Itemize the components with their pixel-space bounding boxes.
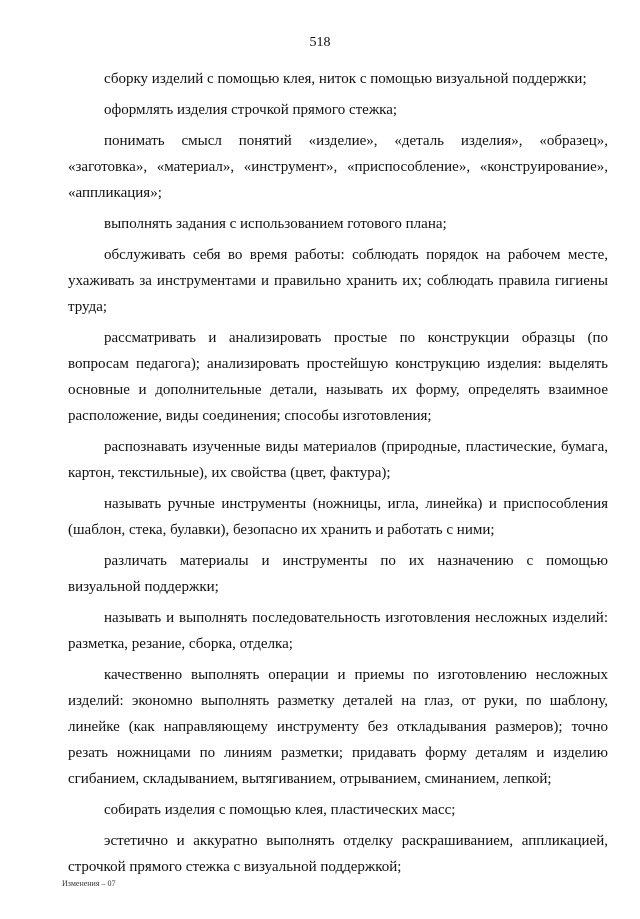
- paragraph: качественно выполнять операции и приемы по изготовлению несложных изделий: экономно выполнять разметку деталей на глаз, от руки, по шаблону, линейке (как направляющему инструменту без откладывания размеров); точно резать ножницами по линиям разметки; придавать форму деталям и изделию сгибанием, складыванием, вытягиванием, отрыванием, сминанием, лепкой;: [68, 667, 608, 787]
- paragraph: сборку изделий с помощью клея, ниток с помощью визуальной поддержки;: [104, 71, 587, 87]
- paragraph: эстетично и аккуратно выполнять отделку раскрашиванием, аппликацией, строчкой прямого стежка с визуальной поддержкой;: [68, 833, 608, 875]
- paragraph: различать материалы и инструменты по их назначению с помощью визуальной поддержки;: [68, 553, 608, 595]
- paragraph: понимать смысл понятий «изделие», «деталь изделия», «образец», «заготовка», «материал», «инструмент», «приспособление», «конструирование», «аппликация»;: [68, 133, 608, 201]
- paragraph: выполнять задания с использованием готового плана;: [104, 216, 447, 232]
- page-content: [68, 66, 608, 885]
- paragraph: называть и выполнять последовательность изготовления несложных изделий: разметка, резание, сборка, отделка;: [68, 610, 608, 652]
- page-number: 518: [309, 35, 331, 50]
- paragraph: рассматривать и анализировать простые по конструкции образцы (по вопросам педагога); анализировать простейшую конструкцию изделия: выделять основные и дополнительные детали, называть их форму, определять взаимное расположение, виды соединения; способы изготовления;: [68, 330, 608, 424]
- footer-revision-note: Изменения – 07: [62, 879, 116, 888]
- paragraph: распознавать изученные виды материалов (природные, пластические, бумага, картон, текстильные), их свойства (цвет, фактура);: [68, 439, 608, 481]
- paragraph: обслуживать себя во время работы: соблюдать порядок на рабочем месте, ухаживать за инструментами и правильно хранить их; соблюдать правила гигиены труда;: [68, 247, 608, 315]
- paragraph: оформлять изделия строчкой прямого стежка;: [104, 102, 398, 118]
- paragraph: называть ручные инструменты (ножницы, игла, линейка) и приспособления (шаблон, стека, булавки), безопасно их хранить и работать с ними;: [68, 496, 608, 538]
- paragraph: собирать изделия с помощью клея, пластических масс;: [104, 802, 456, 818]
